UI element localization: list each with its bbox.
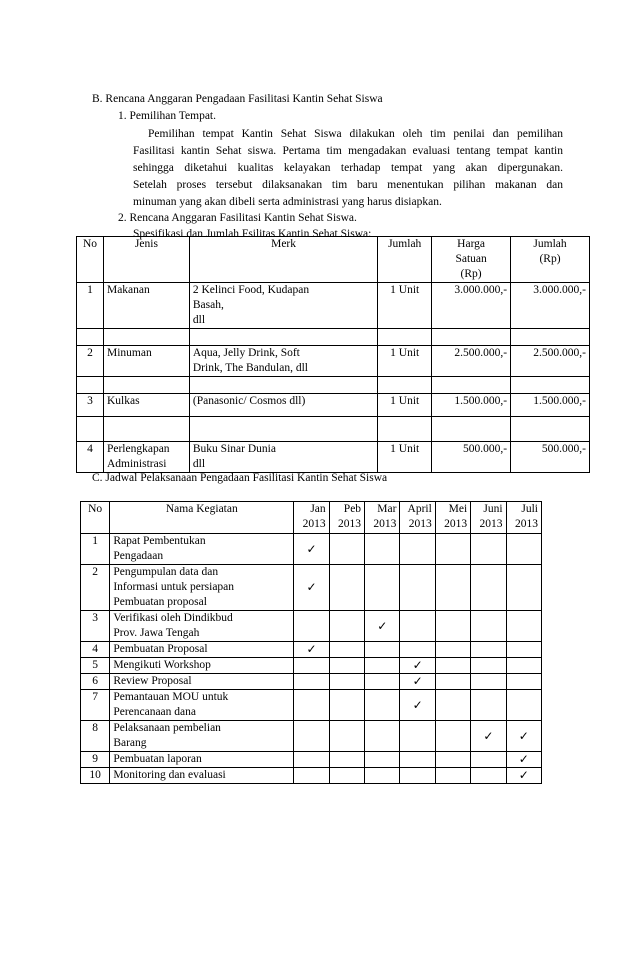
- kegiatan-line: Perencanaan dana: [113, 706, 196, 718]
- cell-no: 9: [81, 752, 110, 768]
- month-cell: [329, 611, 364, 642]
- month-cell: [471, 674, 506, 690]
- kegiatan-line: Monitoring dan evaluasi: [113, 769, 226, 781]
- schedule-table: [80, 501, 542, 784]
- header-merk: Merk: [189, 237, 377, 283]
- merk-line: Buku Sinar Dunia: [192, 443, 276, 455]
- cell-no: 1: [77, 283, 104, 329]
- month-cell: [400, 752, 435, 768]
- cell-total: 500.000,-: [511, 442, 590, 473]
- cell-kegiatan: [110, 721, 294, 752]
- merk-line: Basah,: [192, 299, 224, 311]
- month-cell: [435, 721, 470, 752]
- month-cell: [294, 642, 329, 658]
- cell-jumlah: 1 Unit: [378, 442, 432, 473]
- month-cell: [294, 674, 329, 690]
- cell-merk: [189, 346, 377, 377]
- cell-no: 3: [81, 611, 110, 642]
- merk-line: dll: [192, 458, 206, 470]
- budget-row: [77, 442, 590, 473]
- cell-total: 2.500.000,-: [511, 346, 590, 377]
- month-cell: [435, 534, 470, 565]
- month-cell: [329, 768, 364, 784]
- kegiatan-line: Informasi untuk persiapan: [113, 581, 235, 593]
- month-cell: [400, 565, 435, 611]
- month-cell: [400, 642, 435, 658]
- merk-line: Drink, The Bandulan, dll: [192, 362, 308, 374]
- budget-empty-row: [77, 417, 590, 442]
- cell-jumlah: 1 Unit: [378, 346, 432, 377]
- schedule-row: [81, 674, 542, 690]
- header-no: No: [81, 502, 110, 534]
- month-cell: [329, 752, 364, 768]
- budget-header-row: [77, 237, 590, 283]
- month-name: Juli: [521, 503, 538, 515]
- cell-merk: [189, 283, 377, 329]
- kegiatan-line: Barang: [113, 737, 147, 749]
- month-cell: [365, 768, 400, 784]
- schedule-row: [81, 611, 542, 642]
- kegiatan-line: Review Proposal: [113, 675, 192, 687]
- header-jumlah-rp: [511, 237, 590, 283]
- kegiatan-line: Pengadaan: [113, 550, 164, 562]
- month-name: Mar: [377, 503, 397, 515]
- kegiatan-line: Pemantauan MOU untuk: [113, 691, 229, 703]
- header-kegiatan: Nama Kegiatan: [110, 502, 294, 534]
- paragraph-line: sehingga diketahui kualitas kelayakan terhadap tempat yang akan dipergunakan.: [133, 162, 563, 174]
- month-cell: [506, 642, 541, 658]
- cell-no: 6: [81, 674, 110, 690]
- month-cell: [435, 752, 470, 768]
- schedule-body: [81, 534, 542, 784]
- cell-kegiatan: [110, 658, 294, 674]
- month-cell: [471, 721, 506, 752]
- header-month: [471, 502, 506, 534]
- month-cell: [506, 611, 541, 642]
- month-cell: [506, 768, 541, 784]
- schedule-header-row: [81, 502, 542, 534]
- check-icon: ✓: [306, 642, 317, 656]
- month-cell: [329, 658, 364, 674]
- section-c-heading: C. Jadwal Pelaksanaan Pengadaan Fasilitasi Kantin Sehat Siswa: [92, 472, 388, 484]
- kegiatan-line: Pembuatan Proposal: [113, 643, 208, 655]
- budget-table: [76, 236, 590, 473]
- cell-no: 10: [81, 768, 110, 784]
- schedule-row: [81, 752, 542, 768]
- month-cell: [329, 674, 364, 690]
- month-year: 2013: [338, 518, 362, 530]
- month-name: Juni: [483, 503, 503, 515]
- month-cell: [294, 721, 329, 752]
- month-cell: [506, 565, 541, 611]
- cell-kegiatan: [110, 674, 294, 690]
- merk-line: Aqua, Jelly Drink, Soft: [192, 347, 300, 359]
- cell-harga: 2.500.000,-: [432, 346, 511, 377]
- cell-kegiatan: [110, 611, 294, 642]
- month-cell: [365, 752, 400, 768]
- month-name: Peb: [343, 503, 362, 515]
- month-cell: [471, 565, 506, 611]
- cell-kegiatan: [110, 565, 294, 611]
- month-cell: [365, 674, 400, 690]
- cell-kegiatan: [110, 768, 294, 784]
- month-cell: [471, 611, 506, 642]
- month-cell: [435, 674, 470, 690]
- cell-no: 7: [81, 690, 110, 721]
- check-icon: ✓: [377, 618, 388, 633]
- jenis-line: Administrasi: [106, 458, 167, 470]
- cell-no: 4: [81, 642, 110, 658]
- jenis-line: Perlengkapan: [106, 443, 170, 455]
- schedule-row: [81, 768, 542, 784]
- month-year: 2013: [408, 518, 432, 530]
- cell-jenis: Makanan: [103, 283, 189, 329]
- kegiatan-line: Pelaksanaan pembelian: [113, 722, 221, 734]
- cell-merk: [189, 442, 377, 473]
- schedule-row: [81, 642, 542, 658]
- month-cell: [435, 611, 470, 642]
- kegiatan-line: Pembuatan proposal: [113, 596, 207, 608]
- schedule-row: [81, 690, 542, 721]
- paragraph-line: minuman yang akan dibeli serta administrasi yang harus disiapkan.: [133, 196, 442, 208]
- month-year: 2013: [373, 518, 397, 530]
- month-cell: [471, 752, 506, 768]
- month-cell: [471, 768, 506, 784]
- paragraph-line: Fasilitasi kantin Sehat siswa. Pertama tim mengadakan evaluasi tentang tempat kantin: [133, 145, 563, 157]
- item-2-title: 2. Rencana Anggaran Fasilitasi Kantin Sehat Siswa.: [118, 212, 357, 224]
- month-name: Mei: [448, 503, 468, 515]
- schedule-row: [81, 658, 542, 674]
- kegiatan-line: Verifikasi oleh Dindikbud: [113, 612, 233, 624]
- month-cell: [506, 690, 541, 721]
- header-month: [400, 502, 435, 534]
- schedule-row: [81, 721, 542, 752]
- paragraph-line: Pemilihan tempat Kantin Sehat Siswa dilakukan oleh tim penilai dan pemilihan: [148, 128, 563, 140]
- header-jenis: Jenis: [103, 237, 189, 283]
- month-cell: [506, 534, 541, 565]
- schedule-row: [81, 565, 542, 611]
- cell-harga: 3.000.000,-: [432, 283, 511, 329]
- header-month: [435, 502, 470, 534]
- month-cell: [400, 674, 435, 690]
- budget-empty-row: [77, 329, 590, 346]
- header-harga-line: Satuan: [455, 253, 487, 265]
- cell-total: 3.000.000,-: [511, 283, 590, 329]
- budget-row: [77, 394, 590, 417]
- cell-no: 8: [81, 721, 110, 752]
- month-year: 2013: [515, 518, 538, 530]
- check-icon: ✓: [518, 752, 529, 766]
- budget-empty-row: [77, 377, 590, 394]
- cell-kegiatan: [110, 752, 294, 768]
- kegiatan-line: Prov. Jawa Tengah: [113, 627, 200, 639]
- schedule-row: [81, 534, 542, 565]
- budget-row: [77, 283, 590, 329]
- cell-jumlah: 1 Unit: [378, 394, 432, 417]
- month-cell: [365, 690, 400, 721]
- section-b-heading: B. Rencana Anggaran Pengadaan Fasilitasi Kantin Sehat Siswa: [92, 93, 383, 105]
- month-cell: [435, 642, 470, 658]
- kegiatan-line: Mengikuti Workshop: [113, 659, 211, 671]
- check-icon: ✓: [306, 541, 317, 556]
- cell-kegiatan: [110, 642, 294, 658]
- check-icon: ✓: [483, 728, 494, 743]
- kegiatan-line: Pembuatan laporan: [113, 753, 202, 765]
- month-cell: [435, 565, 470, 611]
- month-cell: [365, 534, 400, 565]
- item-2-subtitle: Spesifikasi dan Jumlah Fsilitas Kantin Sehat Siswa:: [133, 228, 372, 240]
- month-year: 2013: [444, 518, 468, 530]
- month-cell: [400, 534, 435, 565]
- paragraph-line: Setelah proses tersebut dilaksanakan tim baru menentukan pilihan makanan dan: [133, 179, 563, 191]
- cell-jenis: Kulkas: [103, 394, 189, 417]
- header-harga-satuan: [432, 237, 511, 283]
- month-name: Jan: [310, 503, 326, 515]
- cell-jenis: [103, 442, 189, 473]
- month-cell: [365, 611, 400, 642]
- cell-merk: (Panasonic/ Cosmos dll): [189, 394, 377, 417]
- month-cell: [400, 768, 435, 784]
- month-cell: [365, 565, 400, 611]
- header-month: [294, 502, 329, 534]
- month-cell: [400, 658, 435, 674]
- cell-no: 5: [81, 658, 110, 674]
- month-cell: [329, 721, 364, 752]
- kegiatan-line: Pengumpulan data dan: [113, 566, 219, 578]
- item-1-title: 1. Pemilihan Tempat.: [118, 110, 216, 122]
- month-cell: [506, 721, 541, 752]
- month-cell: [506, 658, 541, 674]
- header-harga-line: (Rp): [460, 268, 482, 280]
- month-name: April: [407, 503, 432, 515]
- check-icon: ✓: [306, 580, 317, 594]
- header-month: [329, 502, 364, 534]
- cell-harga: 500.000,-: [432, 442, 511, 473]
- cell-jumlah: 1 Unit: [378, 283, 432, 329]
- month-cell: [506, 752, 541, 768]
- month-cell: [435, 690, 470, 721]
- month-cell: [294, 768, 329, 784]
- month-cell: [400, 721, 435, 752]
- month-cell: [294, 611, 329, 642]
- month-cell: [435, 768, 470, 784]
- header-month: [506, 502, 541, 534]
- month-cell: [294, 658, 329, 674]
- cell-total: 1.500.000,-: [511, 394, 590, 417]
- month-cell: [294, 534, 329, 565]
- month-cell: [329, 690, 364, 721]
- month-cell: [365, 658, 400, 674]
- month-cell: [365, 642, 400, 658]
- month-cell: [365, 721, 400, 752]
- merk-line: dll: [192, 314, 206, 326]
- cell-harga: 1.500.000,-: [432, 394, 511, 417]
- cell-no: 3: [77, 394, 104, 417]
- month-cell: [471, 534, 506, 565]
- cell-no: 1: [81, 534, 110, 565]
- header-no: No: [77, 237, 104, 283]
- cell-kegiatan: [110, 690, 294, 721]
- month-cell: [294, 752, 329, 768]
- cell-no: 2: [81, 565, 110, 611]
- check-icon: ✓: [518, 768, 529, 782]
- cell-kegiatan: [110, 534, 294, 565]
- month-year: 2013: [479, 518, 503, 530]
- merk-line: 2 Kelinci Food, Kudapan: [192, 284, 310, 296]
- month-cell: [471, 642, 506, 658]
- cell-no: 4: [77, 442, 104, 473]
- check-icon: ✓: [412, 697, 423, 712]
- month-cell: [400, 611, 435, 642]
- month-year: 2013: [302, 518, 326, 530]
- month-cell: [294, 565, 329, 611]
- month-cell: [471, 658, 506, 674]
- budget-row: [77, 346, 590, 377]
- check-icon: ✓: [412, 674, 423, 688]
- check-icon: ✓: [518, 728, 529, 743]
- month-cell: [400, 690, 435, 721]
- month-cell: [471, 690, 506, 721]
- header-month: [365, 502, 400, 534]
- kegiatan-line: Rapat Pembentukan: [113, 535, 206, 547]
- month-cell: [506, 674, 541, 690]
- month-cell: [329, 534, 364, 565]
- month-cell: [294, 690, 329, 721]
- cell-jenis: Minuman: [103, 346, 189, 377]
- month-cell: [329, 642, 364, 658]
- header-jumlah: Jumlah: [378, 237, 432, 283]
- month-cell: [435, 658, 470, 674]
- check-icon: ✓: [412, 658, 423, 672]
- header-jumlah-rp-line: (Rp): [539, 253, 561, 265]
- header-jumlah-rp-line: Jumlah: [533, 238, 567, 250]
- header-harga-line: Harga: [457, 238, 486, 250]
- cell-no: 2: [77, 346, 104, 377]
- month-cell: [329, 565, 364, 611]
